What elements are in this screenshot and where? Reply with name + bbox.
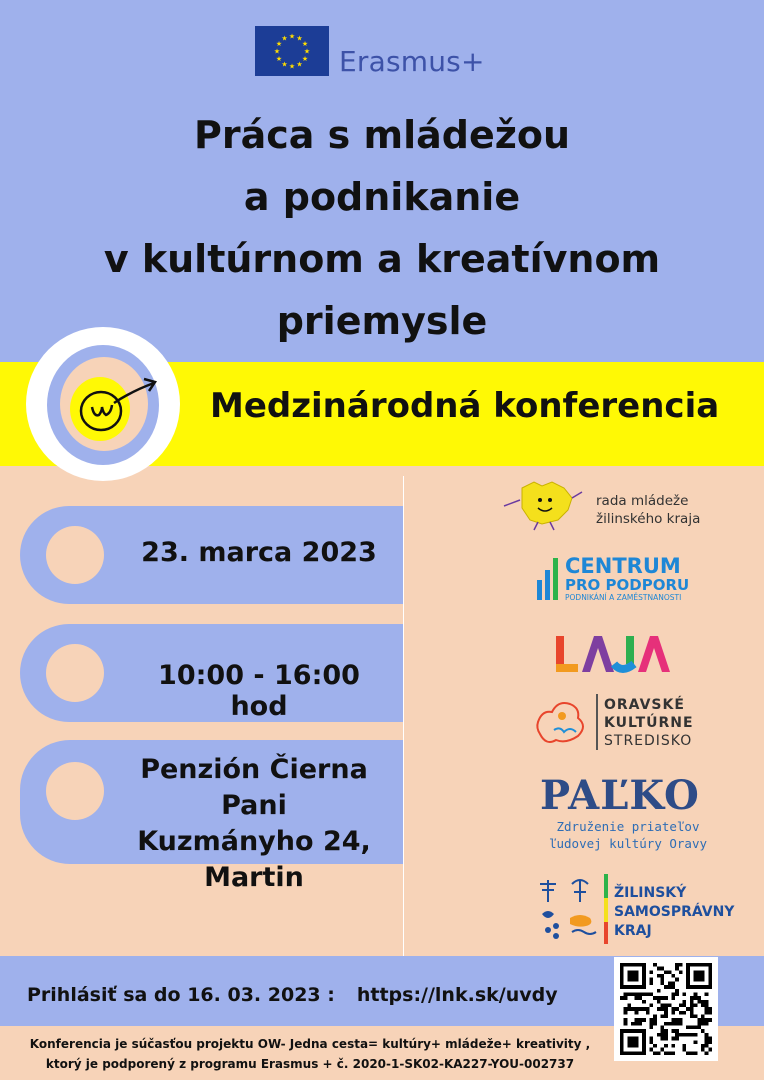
venue-city: Martin: [204, 862, 304, 893]
event-time: 10:00 - 16:00 hod: [158, 660, 360, 722]
note-line-2: ktorý je podporený z programu Erasmus + č. 2020-1-SK02-KA227-YOU-002737: [45, 1057, 575, 1071]
zsk-logo: [536, 874, 735, 946]
date-bullet: [46, 526, 104, 584]
zsk-line-2: SAMOSPRÁVNY: [614, 904, 735, 920]
zsk-coats-of-arms-icon: [536, 874, 606, 946]
event-date: 23. marca 2023: [141, 537, 377, 568]
palko-line-2: ľudovej kultúry Oravy: [548, 836, 708, 851]
erasmus-label: Erasmus+: [339, 45, 485, 78]
palko-line-1: Združenie priateľov: [556, 819, 700, 834]
centrum-bars-icon: [535, 552, 565, 602]
laja-logo: [552, 632, 672, 678]
palko-logo: [538, 772, 718, 852]
eu-star-icon: ★: [281, 59, 288, 68]
rada-mladeze-logo: [500, 478, 720, 532]
eu-star-icon: ★: [301, 39, 309, 48]
oks-line-3: STREDISKO: [604, 733, 693, 749]
time-pill: [20, 624, 404, 722]
oks-logo: [532, 694, 702, 754]
event-venue: [114, 752, 394, 896]
rada-mascot-icon: [500, 478, 584, 532]
title-line-2: a podnikanie: [243, 175, 521, 219]
registration: [27, 984, 558, 1006]
eu-star-icon: ★: [303, 47, 311, 55]
eu-star-icon: ★: [296, 34, 303, 43]
palko-wordmark: PAĽKO: [540, 772, 700, 819]
centrum-line-3: PODNIKÁNÍ A ZAMĚSTNANOSTI: [565, 593, 682, 602]
venue-pill: [20, 740, 404, 893]
rada-line-2: žilinského kraja: [596, 511, 701, 527]
title-line-3: v kultúrnom a kreatívnom: [103, 237, 661, 281]
centrum-line-2: PRO PODPORU: [565, 576, 690, 594]
qr-code-icon: [620, 963, 712, 1055]
eu-star-icon: ★: [296, 59, 303, 68]
time-bullet: [46, 644, 104, 702]
eu-star-icon: ★: [273, 47, 281, 55]
registration-label: Prihlásiť sa do 16. 03. 2023 :: [27, 984, 335, 1006]
zsk-line-3: KRAJ: [614, 923, 652, 939]
oks-line-2: KULTÚRNE: [604, 715, 694, 731]
rada-line-1: rada mládeže: [596, 493, 689, 509]
venue-street: Kuzmányho 24,: [137, 826, 371, 857]
erasmus-logo: [255, 23, 485, 78]
eu-star-icon: ★: [275, 39, 283, 48]
registration-link[interactable]: https://lnk.sk/uvdy: [356, 984, 558, 1006]
eu-flag-icon: [255, 26, 329, 76]
oks-line-1: ORAVSKÉ: [604, 697, 685, 713]
oks-map-icon: [532, 694, 594, 754]
venue-bullet: [46, 762, 104, 820]
eu-star-icon: ★: [281, 34, 288, 43]
date-pill: [20, 506, 404, 604]
centrum-line-1: CENTRUM: [565, 554, 681, 578]
page-title: [0, 104, 764, 352]
conference-title: Medzinárodná konferencia: [210, 386, 720, 426]
project-logo: [26, 327, 180, 481]
title-line-1: Práca s mládežou: [194, 113, 570, 157]
centrum-logo: [535, 552, 705, 602]
venue-name: Penzión Čierna Pani: [140, 754, 368, 821]
eu-star-icon: ★: [288, 62, 296, 70]
eu-star-icon: ★: [288, 32, 296, 40]
column-divider: [403, 476, 404, 976]
zsk-line-1: ŽILINSKÝ: [614, 885, 687, 901]
project-note: [0, 1034, 620, 1074]
laja-wordmark-icon: [552, 632, 672, 678]
title-line-4: priemysle: [276, 299, 488, 343]
ow-logo-icon: [26, 327, 180, 481]
eu-star-icon: ★: [301, 54, 309, 63]
qr-code[interactable]: [614, 957, 718, 1061]
note-line-1: Konferencia je súčasťou projektu OW- Jedna cesta= kultúry+ mládeže+ kreativity ,: [29, 1037, 591, 1051]
eu-star-icon: ★: [275, 54, 283, 63]
